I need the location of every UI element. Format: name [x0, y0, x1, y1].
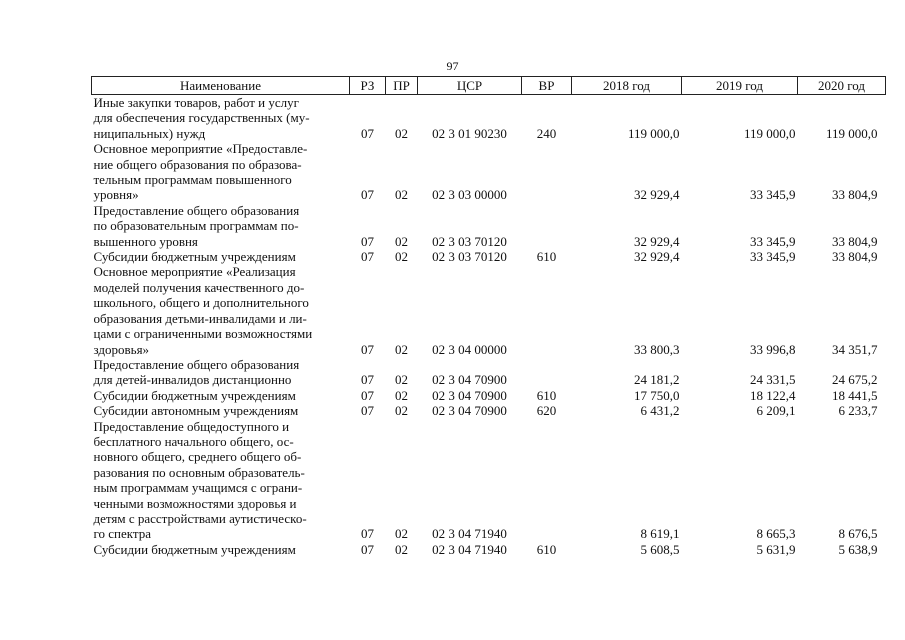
row-name	[92, 419, 350, 542]
col-header-2020: 2020 год	[798, 77, 886, 95]
row-value-2020: 5 638,9	[838, 541, 878, 557]
col-header-vr: ВР	[522, 77, 572, 95]
row-pr: 02	[395, 341, 408, 357]
row-csr: 02 3 03 00000	[432, 187, 507, 203]
row-value-2020: 6 233,7	[838, 403, 878, 419]
row-name-line: цами с ограниченными возможностями	[93, 326, 313, 342]
row-name	[92, 357, 350, 388]
row-value-2018: 17 750,0	[634, 387, 680, 403]
row-pr: 02	[395, 249, 408, 265]
row-vr	[522, 141, 572, 203]
row-csr: 02 3 04 70900	[432, 372, 507, 388]
table-row	[92, 203, 886, 249]
page-number: 97	[446, 59, 459, 73]
row-value-2019: 33 345,9	[750, 249, 796, 265]
row-name-line: здоровья»	[93, 341, 150, 357]
table-row	[92, 403, 886, 418]
col-header-pr: ПР	[386, 77, 418, 95]
table-row	[92, 357, 886, 388]
row-value-2019: 8 665,3	[756, 526, 796, 542]
table-row	[92, 419, 886, 542]
row-vr	[522, 203, 572, 249]
row-name-line: ние общего образования по образова-	[93, 156, 302, 172]
row-vr: 610	[536, 249, 557, 265]
row-name-line: ченными возможностями здоровья и	[93, 495, 297, 511]
row-name-line: Субсидии бюджетным учреждениям	[93, 541, 296, 557]
row-value-2019: 5 631,9	[756, 541, 796, 557]
row-vr: 240	[536, 125, 557, 141]
row-value-2020: 119 000,0	[825, 125, 878, 141]
row-vr: 610	[536, 541, 557, 557]
row-pr: 02	[395, 187, 408, 203]
row-value-2019: 33 345,9	[750, 187, 796, 203]
row-csr: 02 3 04 00000	[432, 341, 507, 357]
row-csr: 02 3 03 70120	[432, 233, 507, 249]
row-name-line: Предоставление общего образования	[93, 356, 300, 372]
row-name-line: моделей получения качественного до-	[93, 279, 305, 295]
row-rz: 07	[361, 387, 374, 403]
row-name-line: для обеспечения государственных (му-	[93, 110, 310, 126]
row-name	[92, 388, 350, 403]
row-name-line: Субсидии бюджетным учреждениям	[93, 387, 296, 403]
row-value-2018: 24 181,2	[634, 372, 680, 388]
col-header-2019: 2019 год	[682, 77, 798, 95]
row-name-line: Основное мероприятие «Реализация	[93, 264, 296, 280]
row-rz: 07	[361, 187, 374, 203]
row-name-line: разования по основным образователь-	[93, 464, 305, 480]
row-value-2019: 33 996,8	[750, 341, 796, 357]
row-value-2020: 34 351,7	[832, 341, 878, 357]
row-vr	[522, 264, 572, 356]
row-name	[92, 95, 350, 142]
row-pr: 02	[395, 403, 408, 419]
budget-table	[91, 76, 886, 557]
row-name	[92, 203, 350, 249]
row-name-line: новного общего, среднего общего об-	[93, 449, 302, 465]
row-rz: 07	[361, 372, 374, 388]
row-pr: 02	[395, 526, 408, 542]
row-pr: 02	[395, 387, 408, 403]
row-vr: 610	[536, 387, 557, 403]
row-value-2019: 18 122,4	[750, 387, 796, 403]
row-vr	[522, 419, 572, 542]
row-csr: 02 3 01 90230	[432, 125, 507, 141]
row-name-line: для детей-инвалидов дистанционно	[93, 372, 292, 388]
row-name-line: школьного, общего и дополнительного	[93, 295, 309, 311]
col-header-2018: 2018 год	[572, 77, 682, 95]
row-value-2019: 119 000,0	[743, 125, 796, 141]
table-row	[92, 141, 886, 203]
row-vr: 620	[536, 403, 557, 419]
row-value-2018: 119 000,0	[627, 125, 680, 141]
row-csr: 02 3 03 70120	[432, 249, 507, 265]
row-rz: 07	[361, 403, 374, 419]
table-row	[92, 249, 886, 264]
row-value-2020: 33 804,9	[832, 187, 878, 203]
col-header-csr: ЦСР	[418, 77, 522, 95]
row-name-line: Предоставление общедоступного и	[93, 418, 290, 434]
row-pr: 02	[395, 541, 408, 557]
row-value-2018: 32 929,4	[634, 249, 680, 265]
row-value-2020: 18 441,5	[832, 387, 878, 403]
row-value-2020: 33 804,9	[832, 249, 878, 265]
row-name-line: уровня»	[93, 187, 139, 203]
row-name-line: бесплатного начального общего, ос-	[93, 433, 294, 449]
row-name	[92, 264, 350, 356]
row-name-line: ным программам учащимся с ограни-	[93, 480, 303, 496]
row-rz: 07	[361, 526, 374, 542]
row-pr: 02	[395, 233, 408, 249]
row-name-line: детям с расстройствами аутистическо-	[93, 510, 307, 526]
row-vr	[522, 357, 572, 388]
col-header-name: Наименование	[92, 77, 350, 95]
row-rz: 07	[361, 541, 374, 557]
row-name	[92, 403, 350, 418]
row-name-line: образования детьми-инвалидами и ли-	[93, 310, 307, 326]
row-name	[92, 249, 350, 264]
row-rz: 07	[361, 125, 374, 141]
row-value-2020: 24 675,2	[832, 372, 878, 388]
row-rz: 07	[361, 233, 374, 249]
row-csr: 02 3 04 71940	[432, 541, 507, 557]
row-name-line: Основное мероприятие «Предоставле-	[93, 141, 308, 157]
row-name-line: Иные закупки товаров, работ и услуг	[93, 95, 299, 110]
table-body	[92, 95, 886, 558]
table-header-row	[92, 77, 886, 95]
row-csr: 02 3 04 71940	[432, 526, 507, 542]
row-value-2019: 24 331,5	[750, 372, 796, 388]
row-name-line: по образовательным программам по-	[93, 218, 299, 234]
row-name-line: тельным программам повышенного	[93, 172, 292, 188]
row-name-line: ниципальных) нужд	[93, 125, 206, 141]
row-value-2018: 6 431,2	[640, 403, 680, 419]
row-value-2018: 32 929,4	[634, 233, 680, 249]
row-rz: 07	[361, 249, 374, 265]
row-value-2018: 33 800,3	[634, 341, 680, 357]
row-name-line: Субсидии автономным учреждениям	[93, 403, 299, 419]
row-csr: 02 3 04 70900	[432, 387, 507, 403]
row-value-2020: 8 676,5	[838, 526, 878, 542]
row-name	[92, 141, 350, 203]
row-value-2020: 33 804,9	[832, 233, 878, 249]
table-row	[92, 542, 886, 557]
row-name-line: го спектра	[93, 526, 152, 542]
row-pr: 02	[395, 372, 408, 388]
row-value-2019: 6 209,1	[756, 403, 796, 419]
table-row	[92, 264, 886, 356]
row-name-line: вышенного уровня	[93, 233, 198, 249]
table-row	[92, 388, 886, 403]
row-name-line: Предоставление общего образования	[93, 202, 300, 218]
row-name-line: Субсидии бюджетным учреждениям	[93, 249, 296, 265]
row-value-2018: 8 619,1	[640, 526, 680, 542]
row-value-2018: 32 929,4	[634, 187, 680, 203]
row-name	[92, 542, 350, 557]
row-pr: 02	[395, 125, 408, 141]
row-value-2019: 33 345,9	[750, 233, 796, 249]
col-header-rz: РЗ	[350, 77, 386, 95]
row-value-2018: 5 608,5	[640, 541, 680, 557]
table-row	[92, 95, 886, 142]
row-rz: 07	[361, 341, 374, 357]
row-csr: 02 3 04 70900	[432, 403, 507, 419]
